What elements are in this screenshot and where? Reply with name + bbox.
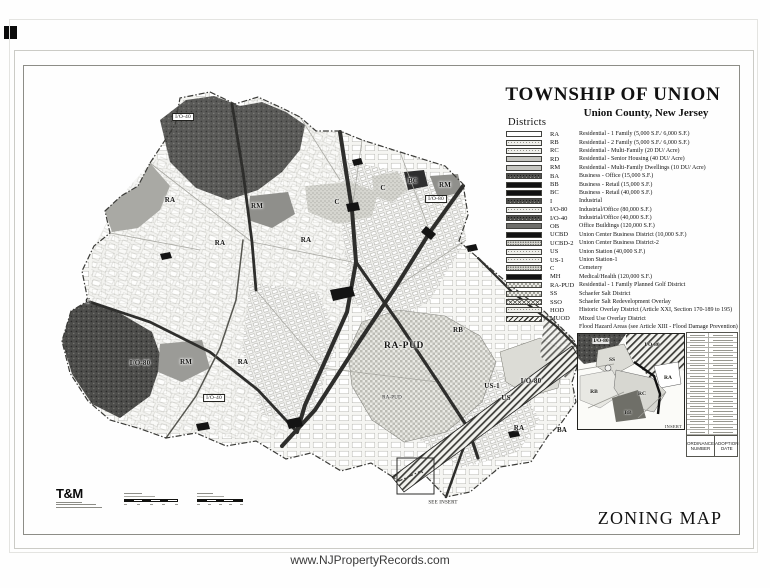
adoption-date-cell (709, 394, 737, 398)
adoption-date-cell (709, 384, 737, 388)
legend-swatch-hod (506, 307, 542, 313)
legend-description: Office Buildings (120,000 S.F.) (579, 223, 655, 230)
legend-swatch-i-o-40 (506, 215, 542, 221)
legend-description: Industrial/Office (80,000 S.F.) (579, 206, 652, 213)
legend-code: BA (550, 172, 560, 180)
legend-row (506, 138, 748, 146)
adoption-date-cell (709, 430, 737, 434)
adoption-date-cell (709, 338, 737, 342)
adoption-date-cell (709, 379, 737, 383)
adoption-date-cell (709, 348, 737, 352)
adoption-date-cell (709, 358, 737, 362)
zone-label-i-o-80: I/O-80 (129, 359, 151, 367)
adoption-date-cell (709, 333, 737, 337)
page-subtitle: Union County, New Jersey (583, 107, 709, 119)
zone-label-i-o-80: I/O-80 (425, 195, 447, 203)
scale-bar-caption-line (197, 496, 224, 497)
legend-description: Residential - Senior Housing (40 DU/ Acre) (579, 156, 685, 163)
legend-code: HOD (550, 306, 565, 314)
scale-bar-tick (197, 504, 200, 505)
scale-bar-tick (137, 504, 140, 505)
ordinance-number-cell (687, 409, 709, 413)
inset-zone-label-bb: BB (624, 410, 632, 416)
legend-swatch-rm (506, 165, 542, 171)
legend-swatch-us (506, 249, 542, 255)
scale-bar-tick (229, 504, 232, 505)
adoption-date-cell (709, 364, 737, 368)
adoption-date-cell (709, 343, 737, 347)
inset-zone-label-i-o-80: I/O-80 (644, 342, 660, 348)
legend-swatch-c (506, 265, 542, 271)
ordinance-number-cell (687, 348, 709, 352)
legend-code: RA-PUD (550, 281, 575, 289)
zone-label-ra-pud: RA-PUD (382, 395, 402, 401)
legend-description: Cemetery (579, 265, 603, 272)
legend-code: MH (550, 273, 561, 281)
legend-code: UCBD-2 (550, 239, 574, 247)
scale-bar-ticks (197, 504, 243, 505)
legend-row (506, 239, 748, 247)
zone-label-rm: RM (250, 202, 264, 210)
legend-description: Union Station-1 (579, 257, 618, 264)
legend-code: SS (550, 290, 558, 298)
legend-description: Union Center Business District (10,000 S.F.) (579, 231, 687, 238)
scale-bar-1 (124, 493, 178, 505)
scale-bar-segment (134, 500, 143, 502)
legend-code: MUOD (550, 315, 570, 323)
legend-code: BC (550, 189, 559, 197)
ordinance-number-cell (687, 394, 709, 398)
inset-zone-label-i-o-80: I/O-80 (593, 338, 609, 344)
revision-table-header (687, 435, 737, 456)
ordinance-number-cell (687, 430, 709, 434)
legend-row (506, 315, 748, 323)
ordinance-revision-table (686, 332, 738, 457)
adoption-date-cell (709, 420, 737, 424)
scale-bar-segment (207, 500, 216, 502)
ordinance-number-cell (687, 425, 709, 429)
scale-bar-caption-line (197, 493, 213, 494)
scale-bar-segment (168, 500, 177, 502)
legend-code: RD (550, 155, 560, 163)
legend-code: OB (550, 222, 560, 230)
ordinance-number-cell (687, 374, 709, 378)
legend-swatch-ob (506, 223, 542, 229)
ordinance-number-cell (687, 384, 709, 388)
scale-bar-tick (162, 504, 165, 505)
legend-description: Residential - Multi-Family (20 DU/ Acre) (579, 147, 680, 154)
legend-description: Residential - 1 Family (5,000 S.F./ 6,000 S.F.) (579, 131, 690, 138)
districts-legend (506, 117, 748, 331)
zone-label-us-1: US-1 (484, 382, 500, 390)
scale-bar-tick (175, 504, 178, 505)
scale-bar-tick (240, 504, 243, 505)
scale-bar-caption-line (124, 493, 142, 494)
ordinance-number-cell (687, 333, 709, 337)
legend-code: I (550, 197, 553, 205)
inset-zone-label-rb: RB (590, 389, 598, 395)
zone-label-c: C (85, 297, 91, 305)
legend-description: Residential - 1 Family Planned Golf District (579, 282, 686, 289)
legend-code: UCBD (550, 231, 569, 239)
legend-swatch-rc (506, 148, 542, 154)
legend-row (506, 323, 748, 331)
legend-swatch-i-o-80 (506, 207, 542, 213)
inset-map (577, 333, 685, 430)
scale-bar-caption-line (124, 496, 155, 497)
ordinance-number-cell (687, 379, 709, 383)
zone-label-ra-pud: RA-PUD (383, 341, 425, 351)
zone-label-rm: RM (438, 181, 452, 189)
adoption-date-cell (709, 374, 737, 378)
tm-logo-address-lines (56, 502, 102, 508)
inset-zone-label-ss: SS (608, 357, 616, 363)
legend-swatch-us-1 (506, 257, 542, 263)
legend-description: Union Station (40,000 S.F.) (579, 248, 646, 255)
scale-bar-tick (208, 504, 211, 505)
zoning-map-title: ZONING MAP (597, 508, 723, 528)
legend-description: Industrial (579, 198, 602, 205)
legend-description: Residential - Multi-Family Dwellings (10 DU/ Acre) (579, 164, 706, 171)
legend-row (506, 214, 748, 222)
zone-label-ra: RA (214, 239, 226, 247)
legend-code: RM (550, 164, 561, 172)
scale-bar-segments (124, 499, 178, 503)
legend-heading: Districts (508, 117, 547, 128)
page-title: TOWNSHIP OF UNION (505, 84, 721, 105)
legend-description: Industrial/Office (40,000 S.F.) (579, 215, 652, 222)
legend-swatch-flood (506, 324, 542, 330)
legend-row (506, 264, 748, 272)
zone-label-ba: BA (556, 426, 568, 434)
adoption-date-header: ADOPTION DATE (715, 440, 739, 451)
scale-bar-tick (150, 504, 153, 505)
legend-description: Historic Overlay District (Article XXI, Section 170-189 to 195) (579, 307, 733, 314)
legend-swatch-rb (506, 140, 542, 146)
scale-bar-segment (142, 500, 151, 502)
ordinance-number-cell (687, 369, 709, 373)
ordinance-number-cell (687, 420, 709, 424)
ordinance-number-cell (687, 338, 709, 342)
legend-code: RC (550, 147, 559, 155)
legend-code: RB (550, 139, 559, 147)
ordinance-number-cell (687, 404, 709, 408)
legend-swatch-rd (506, 156, 542, 162)
legend-row (506, 306, 748, 314)
inset-circle-marker (605, 365, 611, 371)
adoption-date-cell (709, 399, 737, 403)
legend-row (506, 222, 748, 230)
ordinance-number-cell (687, 389, 709, 393)
zone-label-i-o-40: I/O-40 (203, 394, 225, 402)
ordinance-number-cell (687, 415, 709, 419)
legend-row (506, 147, 748, 155)
ordinance-number-cell (687, 358, 709, 362)
legend-code: I/O-40 (550, 214, 568, 222)
inset-caption: INSERT (664, 424, 682, 429)
zone-label-bc: BC (407, 177, 419, 185)
legend-row (506, 172, 748, 180)
legend-row (506, 289, 748, 297)
adoption-date-cell (709, 404, 737, 408)
legend-swatch-bb (506, 182, 542, 188)
legend-row (506, 197, 748, 205)
legend-row (506, 247, 748, 255)
legend-description: Schaefer Salt Redevelopment Overlay (579, 299, 671, 305)
legend-code: I/O-80 (550, 206, 568, 214)
scale-bar-2 (197, 493, 243, 505)
adoption-date-cell (709, 425, 737, 429)
legend-swatch-sso (506, 299, 542, 305)
legend-swatch-ss (506, 291, 542, 297)
tm-associates-logo (56, 487, 102, 508)
zone-label-i-o-40: I/O-40 (172, 113, 194, 121)
legend-swatch-bc (506, 190, 542, 196)
legend-swatch-muod (506, 316, 542, 322)
legend-swatch-mh (506, 274, 542, 280)
legend-code: BB (550, 181, 559, 189)
legend-code: US-1 (550, 256, 564, 264)
adoption-date-cell (709, 369, 737, 373)
zone-label-ra: RA (513, 424, 525, 432)
ordinance-number-cell (687, 353, 709, 357)
zone-label-see-insert: SEE INSERT (428, 500, 458, 506)
legend-swatch-ba (506, 173, 542, 179)
adoption-date-cell (709, 409, 737, 413)
adoption-date-cell (709, 415, 737, 419)
legend-description: Mixed Use Overlay District (579, 315, 646, 322)
inset-zone-label-ra: RA (664, 375, 672, 381)
zone-label-rm: RM (179, 358, 193, 366)
scale-bar-segment (224, 500, 233, 502)
scale-bar-segment (216, 500, 225, 502)
legend-row (506, 231, 748, 239)
zone-label-ra: RA (164, 196, 176, 204)
legend-code: US (550, 248, 559, 256)
legend-swatch-ra-pud (506, 282, 542, 288)
scale-bar-segment (160, 500, 169, 502)
legend-description: Union Center Business District-2 (579, 240, 659, 247)
revision-rows (687, 333, 737, 435)
legend-swatch-i (506, 198, 542, 204)
zone-label-ra: RA (237, 358, 249, 366)
ordinance-number-header: ORDINANCE NUMBER (687, 436, 715, 456)
ordinance-number-cell (687, 343, 709, 347)
legend-description: Residential - 2 Family (5,000 S.F./ 6,000 S.F.) (579, 139, 690, 146)
tm-logo-text: T&M (56, 486, 83, 501)
legend-description: Medical/Health (120,000 S.F.) (579, 273, 653, 280)
zone-label-i-o-80: I/O-80 (520, 377, 542, 385)
legend-row (506, 189, 748, 197)
scale-bar-segment (198, 500, 207, 502)
scale-bar-segments (197, 499, 243, 503)
ordinance-number-cell (687, 399, 709, 403)
legend-row (506, 273, 748, 281)
legend-row (506, 130, 748, 138)
legend-code: SSO (550, 298, 562, 306)
zone-label-rb: RB (452, 326, 464, 334)
legend-description: Business - Retail (40,000 S.F.) (579, 189, 653, 196)
legend-swatch-ucbd (506, 232, 542, 238)
scale-bar-segment (125, 500, 134, 502)
zone-label-ra: RA (300, 236, 312, 244)
adoption-date-cell (709, 353, 737, 357)
legend-description: Business - Office (15,000 S.F.) (579, 173, 654, 180)
scale-bar-segment (151, 500, 160, 502)
legend-description: Flood Hazard Areas (see Article XIII - Flood Damage Prevention) (579, 324, 738, 331)
legend-row (506, 298, 748, 306)
legend-code: C (550, 264, 555, 272)
zone-label-c: C (334, 198, 340, 206)
inset-zone-label-rc: RC (638, 391, 646, 397)
legend-row (506, 180, 748, 188)
ordinance-number-cell (687, 364, 709, 368)
legend-row (506, 164, 748, 172)
scale-bar-tick (219, 504, 222, 505)
legend-description: Schaefer Salt District (579, 290, 631, 297)
watermark-url: www.NJPropertyRecords.com (290, 553, 450, 567)
scale-bar-ticks (124, 504, 178, 505)
scale-bar-tick (124, 504, 127, 505)
zone-label-us: US (501, 394, 511, 402)
scale-bar-segment (233, 500, 242, 502)
legend-code: RA (550, 130, 560, 138)
legend-row (506, 206, 748, 214)
legend-rows (506, 130, 748, 331)
legend-swatch-ra (506, 131, 542, 137)
adoption-date-cell (709, 389, 737, 393)
legend-row (506, 256, 748, 264)
zone-label-c: C (380, 184, 386, 192)
legend-swatch-ucbd-2 (506, 240, 542, 246)
legend-row (506, 281, 748, 289)
legend-row (506, 155, 748, 163)
legend-description: Business - Retail (15,000 S.F.) (579, 181, 653, 188)
